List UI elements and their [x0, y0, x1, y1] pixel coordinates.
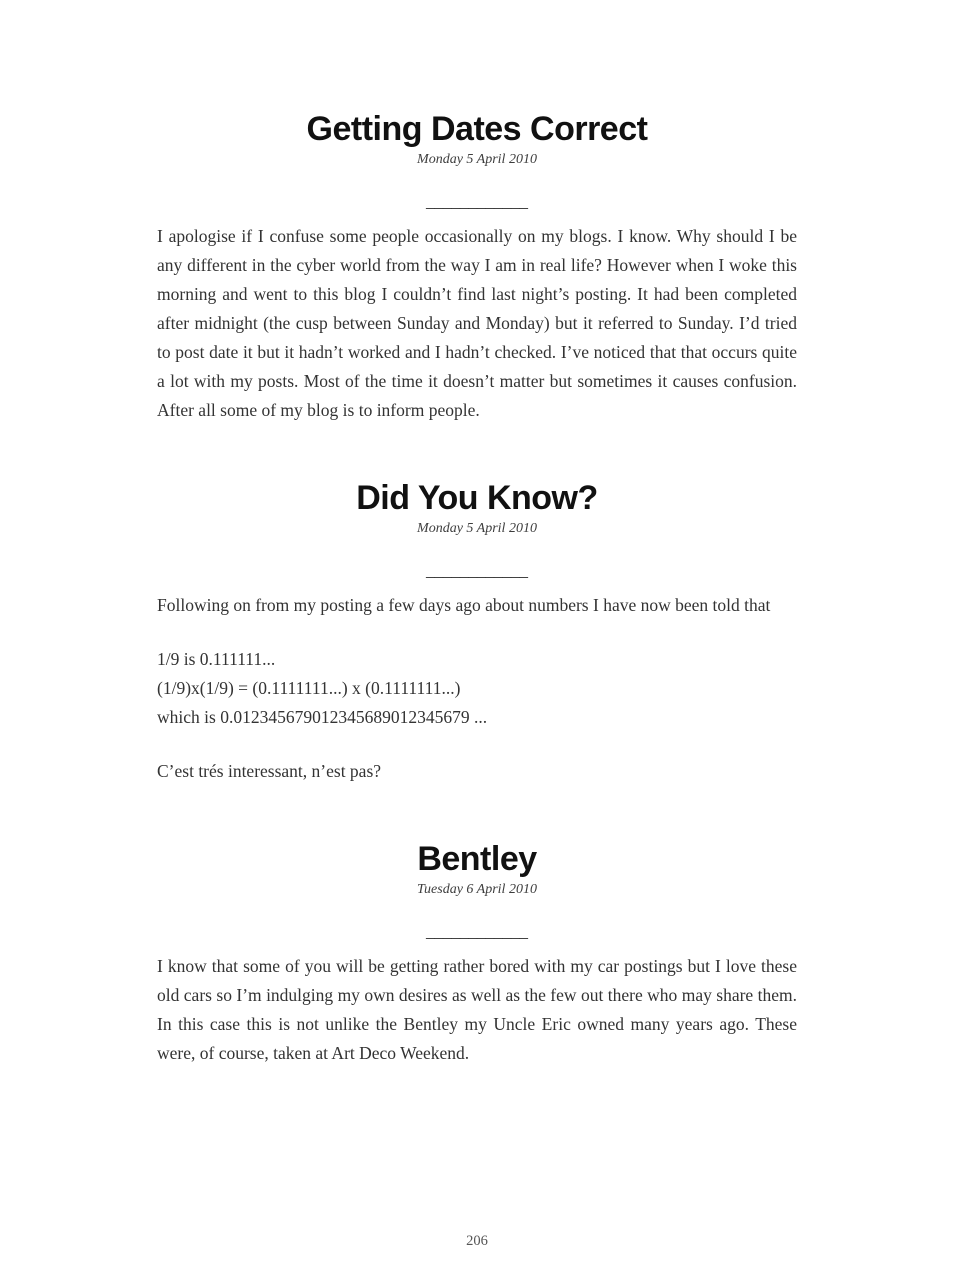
post-paragraph: I apologise if I confuse some people occasionally on my blogs. I know. Why should I be any different in the cyber world from the way I am in real life? However when I woke this morning and went to this blog I couldn’t find last night’s posting. It had been completed after midnight (the cusp between Sunday and Monday) but it referred to Sunday. I’d tried to post date it but it hadn’t worked and I hadn’t checked. I’ve noticed that that occurs quite a lot with my posts. Most of the time it doesn’t matter but sometimes it causes confusion. After all some of my blog is to inform people.: [157, 225, 797, 420]
post-title: Did You Know?: [356, 478, 598, 517]
post-date: Monday 5 April 2010: [417, 520, 537, 536]
math-line: 1/9 is 0.111111...: [157, 648, 276, 669]
post-paragraph: Following on from my posting a few days ago about numbers I have now been told that: [157, 594, 771, 615]
math-line: (1/9)x(1/9) = (0.1111111...) x (0.1111111...): [157, 677, 461, 698]
post-date: Tuesday 6 April 2010: [417, 881, 537, 897]
math-line: which is 0.012345679012345689012345679 ...: [157, 706, 488, 727]
section-divider: ____________: [426, 191, 528, 211]
section-divider: ____________: [426, 921, 528, 941]
post-title: Bentley: [417, 839, 537, 878]
math-block: [157, 645, 797, 732]
post-did-you-know: [157, 479, 797, 786]
post-title: Getting Dates Correct: [306, 110, 648, 148]
post-date: Monday 5 April 2010: [417, 152, 537, 168]
post-paragraph: C’est trés interessant, n’est pas?: [157, 760, 382, 781]
post-bentley: [157, 840, 797, 1068]
page-content: [157, 0, 797, 1068]
post-getting-dates-correct: [157, 110, 797, 425]
page-number: 206: [466, 1233, 488, 1249]
post-paragraph: I know that some of you will be getting rather bored with my car postings but I love these old cars so I’m indulging my own desires as well as the few out there who may share them. In this case this is not unlike the Bentley my Uncle Eric owned many years ago. These were, of course, taken at Art Deco Weekend.: [157, 955, 797, 1063]
section-divider: ____________: [426, 560, 528, 580]
